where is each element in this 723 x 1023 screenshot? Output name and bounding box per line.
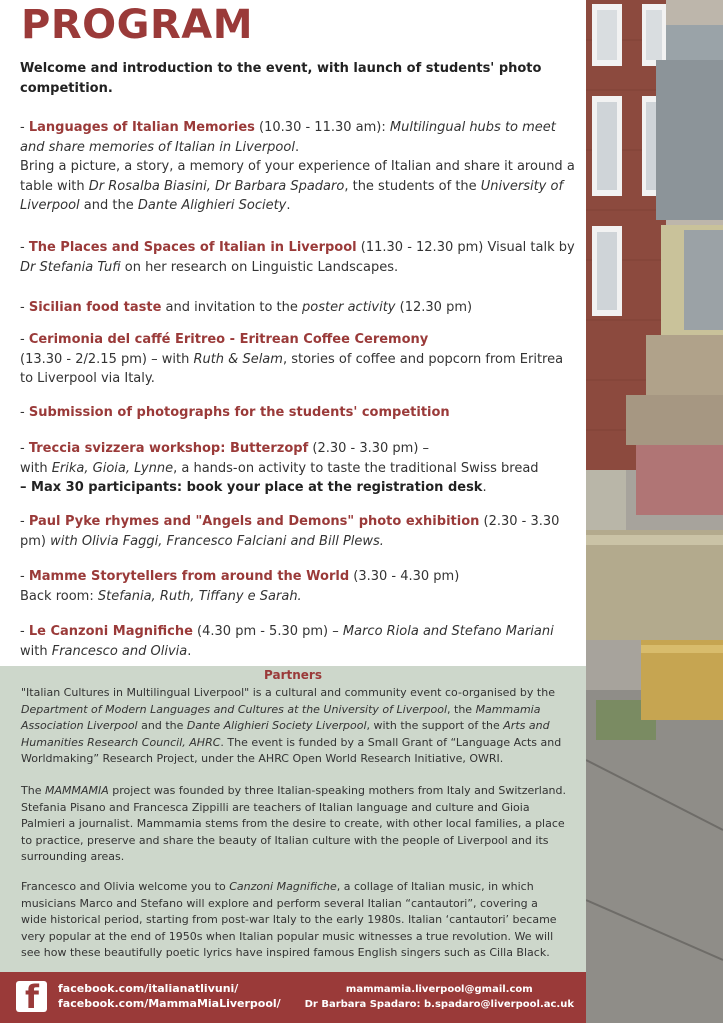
contact-info [305,982,574,1012]
item-title: Languages of Italian Memories [28,120,255,135]
item-title: Paul Pyke rhymes and "Angels and Demons" photo exhibition [28,514,480,529]
program-item-coffee: - Cerimonia del caffé Eritreo - Eritrean Coffee Ceremony (13.30 - 2/2.15 pm) – with Ruth & Selam, stories of coffee and popcorn from Eritrea to Liverpool via Italy. [20,332,564,386]
facebook-link-mammamialiverpool[interactable]: facebook.com/MammaMiaLiverpool/ [58,997,281,1010]
item-title: Le Canzoni Magnifiche [28,624,193,639]
program-item-sicilian: - Sicilian food taste and invitation to the poster activity (12.30 pm) [20,300,473,315]
item-title: Mamme Storytellers from around the World [28,569,350,584]
intro-text: Welcome and introduction to the event, with launch of students' photo competition. [20,61,542,96]
partners-paragraph-mammamia: The MAMMAMIA project was founded by three Italian-speaking mothers from Italy and Switzerland. Stefania Pisano and Francesca Zippilli are teachers of Italian language and culture and Gioia Palmieri a journalist. Mammamia stems from the desire to create, with other local families, a place to practice, preserve and share the beauty of Italian culture with the people of Liverpool and its surrounding areas. [21,784,567,863]
stacked-suitcases-photo [586,0,723,1023]
program-item-memories: - Languages of Italian Memories (10.30 - 11.30 am): Multilingual hubs to meet and share memories of Italian in Liverpool. Bring a picture, a story, a memory of your experience of Italian and share it around a table with Dr Rosalba Biasini, Dr Barbara Spadaro, the students of the University of Liverpool and the Dante Alighieri Society. [20,120,575,213]
item-title: The Places and Spaces of Italian in Liverpool [28,240,357,255]
program-item-submission: - Submission of photographs for the students' competition [20,405,450,420]
item-title: Sicilian food taste [28,300,162,315]
footer [0,972,586,1023]
item-title: Submission of photographs for the students' competition [28,405,450,420]
item-title: Cerimonia del caffé Eritreo - Eritrean Coffee Ceremony [28,332,429,347]
program-item-treccia: - Treccia svizzera workshop: Butterzopf (2.30 - 3.30 pm) – with Erika, Gioia, Lynne, a hands-on activity to taste the traditional Swiss bread – Max 30 participants: book your place at the registration desk. [20,441,539,495]
partners-paragraph-event: "Italian Cultures in Multilingual Liverpool" is a cultural and community event co-organised by the Department of Modern Languages and Cultures at the University of Liverpool, the Mammamia Association Liverpool and the Dante Alighieri Society Liverpool, with the support of the Arts and Humanities Research Council, AHRC. The event is funded by a Small Grant of “Language Acts and Worldmaking” Research Project, under the AHRC Open World Research Initiative, OWRI. [21,686,562,765]
partners-title: Partners [264,668,322,682]
contact-email[interactable]: mammamia.liverpool@gmail.com [345,984,533,995]
program-item-canzoni: - Le Canzoni Magnifiche (4.30 pm - 5.30 pm) – Marco Riola and Stefano Mariani with Francesco and Olivia. [20,624,554,659]
program-item-places: - The Places and Spaces of Italian in Liverpool (11.30 - 12.30 pm) Visual talk by Dr Stefania Tufi on her research on Linguistic Landscapes. [20,240,575,275]
item-title: Treccia svizzera workshop: Butterzopf [28,441,309,456]
program-item-pyke: - Paul Pyke rhymes and "Angels and Demons" photo exhibition (2.30 - 3.30 pm) with Olivia Faggi, Francesco Falciani and Bill Plews. [20,514,560,549]
facebook-link-italianatlivuni[interactable]: facebook.com/italianatlivuni/ [58,982,239,995]
facebook-icon[interactable]: f [16,981,47,1012]
facebook-links [58,981,281,1011]
program-item-mamme: - Mamme Storytellers from around the World (3.30 - 4.30 pm) Back room: Stefania, Ruth, Tiffany e Sarah. [20,569,460,604]
contact-person: Dr Barbara Spadaro: b.spadaro@liverpool.ac.uk [304,999,574,1010]
partners-section [0,666,586,972]
page-title: PROGRAM [21,2,254,48]
partners-paragraph-canzoni: Francesco and Olivia welcome you to Canzoni Magnifiche, a collage of Italian music, in which musicians Marco and Stefano will explore and perform several Italian “cantautori”, covering a wide historical period, starting from post-war Italy to the early 1980s. Italian ‘cantautori’ became very popular at the end of 1950s when Italian popular music witnesses a true revolution. We will see how these beautifully poetic lyrics have inspired famous English singers such as Cilla Black. [21,880,557,959]
